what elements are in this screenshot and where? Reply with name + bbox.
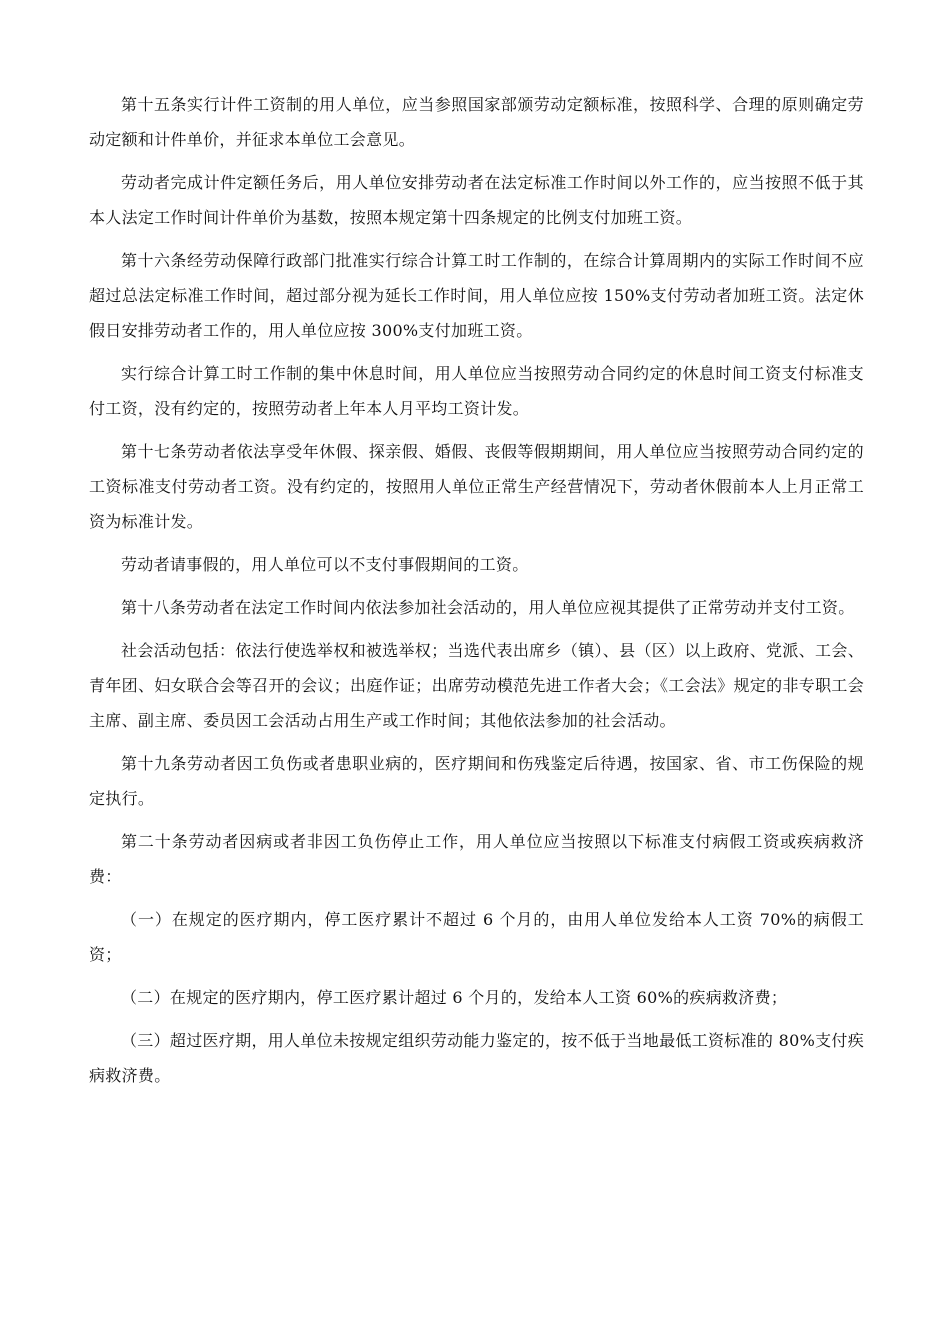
- list-item-sick-pay-2: （二）在规定的医疗期内，停工医疗累计超过 6 个月的，发给本人工资 60%的疾病救济费；: [121, 988, 788, 1007]
- document-body: [89, 87, 864, 1101]
- paragraph-article-18: 第十八条劳动者在法定工作时间内依法参加社会活动的，用人单位应视其提供了正常劳动并支付工资。: [121, 598, 855, 617]
- paragraph-article-15: 第十五条实行计件工资制的用人单位，应当参照国家部颁劳动定额标准，按照科学、合理的原则确定劳动定额和计件单价，并征求本单位工会意见。: [89, 95, 864, 149]
- paragraph-piecework-overtime: 劳动者完成计件定额任务后，用人单位安排劳动者在法定标准工作时间以外工作的，应当按照不低于其本人法定工作时间计件单价为基数，按照本规定第十四条规定的比例支付加班工资。: [89, 173, 864, 227]
- paragraph-article-16: 第十六条经劳动保障行政部门批准实行综合计算工时工作制的，在综合计算周期内的实际工作时间不应超过总法定标准工作时间，超过部分视为延长工作时间，用人单位应按 150%支付劳动者加班工资。法定休假日安排劳动者工作的，用人单位应按 300%支付加班工资。: [89, 251, 864, 340]
- list-item-sick-pay-3: （三）超过医疗期，用人单位未按规定组织劳动能力鉴定的，按不低于当地最低工资标准的 80%支付疾病救济费。: [89, 1031, 864, 1085]
- paragraph-social-activities: 社会活动包括：依法行使选举权和被选举权；当选代表出席乡（镇）、县（区）以上政府、党派、工会、青年团、妇女联合会等召开的会议；出庭作证；出席劳动模范先进工作者大会；《工会法》规定的非专职工会主席、副主席、委员因工会活动占用生产或工作时间；其他依法参加的社会活动。: [89, 641, 864, 730]
- paragraph-article-19: 第十九条劳动者因工负伤或者患职业病的，医疗期间和伤残鉴定后待遇，按国家、省、市工伤保险的规定执行。: [89, 754, 864, 808]
- paragraph-article-17: 第十七条劳动者依法享受年休假、探亲假、婚假、丧假等假期期间，用人单位应当按照劳动合同约定的工资标准支付劳动者工资。没有约定的，按照用人单位正常生产经营情况下，劳动者休假前本人上月正常工资为标准计发。: [89, 442, 864, 531]
- list-item-sick-pay-1: （一）在规定的医疗期内，停工医疗累计不超过 6 个月的，由用人单位发给本人工资 70%的病假工资；: [89, 910, 864, 964]
- paragraph-personal-leave: 劳动者请事假的，用人单位可以不支付事假期间的工资。: [121, 555, 529, 574]
- paragraph-article-20: 第二十条劳动者因病或者非因工负伤停止工作，用人单位应当按照以下标准支付病假工资或疾病救济费：: [89, 832, 864, 886]
- paragraph-concentrated-rest: 实行综合计算工时工作制的集中休息时间，用人单位应当按照劳动合同约定的休息时间工资支付标准支付工资，没有约定的，按照劳动者上年本人月平均工资计发。: [89, 364, 864, 418]
